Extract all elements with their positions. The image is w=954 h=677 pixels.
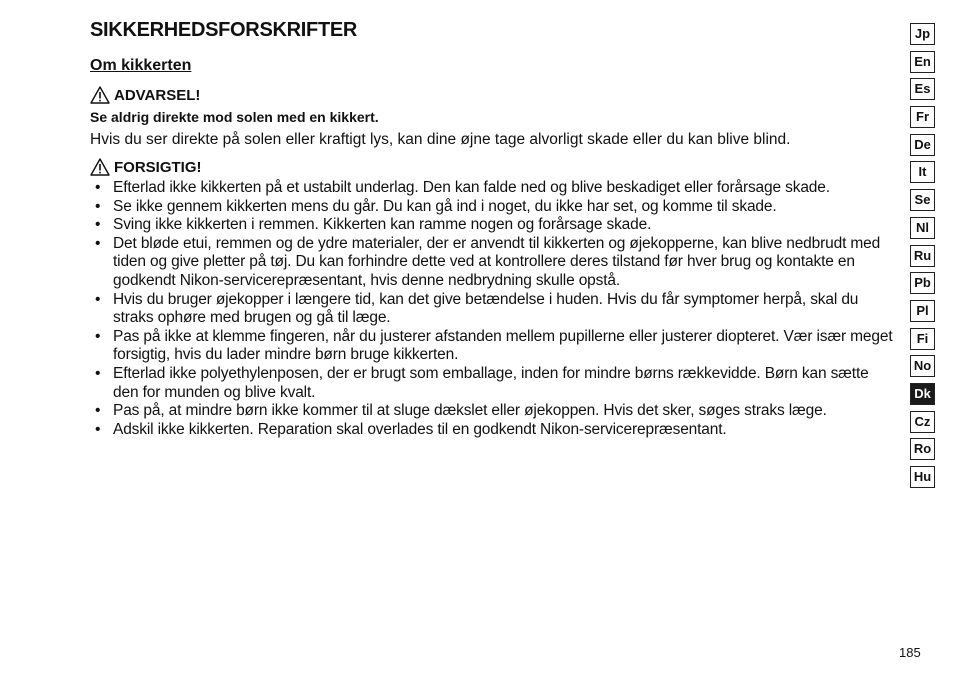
tab-language-pb[interactable]: Pb bbox=[910, 272, 935, 294]
section-heading: Om kikkerten bbox=[90, 57, 192, 74]
tab-language-ro[interactable]: Ro bbox=[910, 438, 935, 460]
tab-language-no[interactable]: No bbox=[910, 355, 935, 377]
list-item: • Se ikke gennem kikkerten mens du går. Du kan gå ind i noget, du ikke har set, og komme til skade. bbox=[90, 198, 896, 217]
warning-triangle-icon bbox=[90, 158, 110, 176]
list-item: • Pas på ikke at klemme fingeren, når du justerer afstanden mellem pupillerne eller justerer diopteret. Vær især meget forsigtig, hvis du lader mindre børn bruge kikkerten. bbox=[90, 328, 896, 365]
tab-language-jp[interactable]: Jp bbox=[910, 23, 935, 45]
warning-heading bbox=[90, 86, 200, 104]
tab-language-ru[interactable]: Ru bbox=[910, 245, 935, 267]
tab-language-en[interactable]: En bbox=[910, 51, 935, 73]
warning-triangle-icon bbox=[90, 86, 110, 104]
language-tabs bbox=[910, 23, 935, 494]
list-item: • Efterlad ikke polyethylenposen, der er brugt som emballage, inden for mindre børns rækkevidde. Børn kan sætte den for munden og blive kvalt. bbox=[90, 365, 896, 402]
tab-language-fi[interactable]: Fi bbox=[910, 328, 935, 350]
tab-language-fr[interactable]: Fr bbox=[910, 106, 935, 128]
tab-language-de[interactable]: De bbox=[910, 134, 935, 156]
warning-label: ADVARSEL! bbox=[114, 86, 201, 104]
list-item: • Efterlad ikke kikkerten på et ustabilt underlag. Den kan falde ned og blive beskadiget eller forårsage skade. bbox=[90, 179, 896, 198]
list-item: • Sving ikke kikkerten i remmen. Kikkerten kan ramme nogen og forårsage skade. bbox=[90, 216, 896, 235]
tab-language-hu[interactable]: Hu bbox=[910, 466, 935, 488]
tab-language-it[interactable]: It bbox=[910, 161, 935, 183]
tab-language-cz[interactable]: Cz bbox=[910, 411, 935, 433]
tab-language-es[interactable]: Es bbox=[910, 78, 935, 100]
tab-language-dk[interactable]: Dk bbox=[910, 383, 935, 405]
caution-list bbox=[90, 179, 896, 439]
warning-text: Hvis du ser direkte på solen eller kraftigt lys, kan dine øjne tage alvorligt skade eller du kan blive blind. bbox=[90, 131, 791, 148]
list-item: • Adskil ikke kikkerten. Reparation skal overlades til en godkendt Nikon-servicerepræsentant. bbox=[90, 421, 896, 440]
tab-language-pl[interactable]: Pl bbox=[910, 300, 935, 322]
list-item: • Pas på, at mindre børn ikke kommer til at sluge dækslet eller øjekoppen. Hvis det sker, søges straks læge. bbox=[90, 402, 896, 421]
tab-language-se[interactable]: Se bbox=[910, 189, 935, 211]
list-item: • Hvis du bruger øjekopper i længere tid, kan det give betændelse i huden. Hvis du får symptomer herpå, skal du straks ophøre med brugen og gå til læge. bbox=[90, 291, 896, 328]
warning-bold-text: Se aldrig direkte mod solen med en kikkert. bbox=[90, 109, 379, 125]
caution-heading bbox=[90, 158, 202, 176]
page-number: 185 bbox=[899, 645, 921, 660]
caution-label: FORSIGTIG! bbox=[114, 158, 202, 176]
list-item: • Det bløde etui, remmen og de ydre materialer, der er anvendt til kikkerten og øjekopperne, kan blive nedbrudt med tiden og give pletter på tøj. Du kan forhindre dette ved at kontrollere deres tilstand før hver brug og kontakte en godkendt Nikon-servicerepræsentant, hvis denne nedbrydning skulle opstå. bbox=[90, 235, 896, 291]
page-title: SIKKERHEDSFORSKRIFTER bbox=[90, 19, 358, 41]
tab-language-nl[interactable]: Nl bbox=[910, 217, 935, 239]
